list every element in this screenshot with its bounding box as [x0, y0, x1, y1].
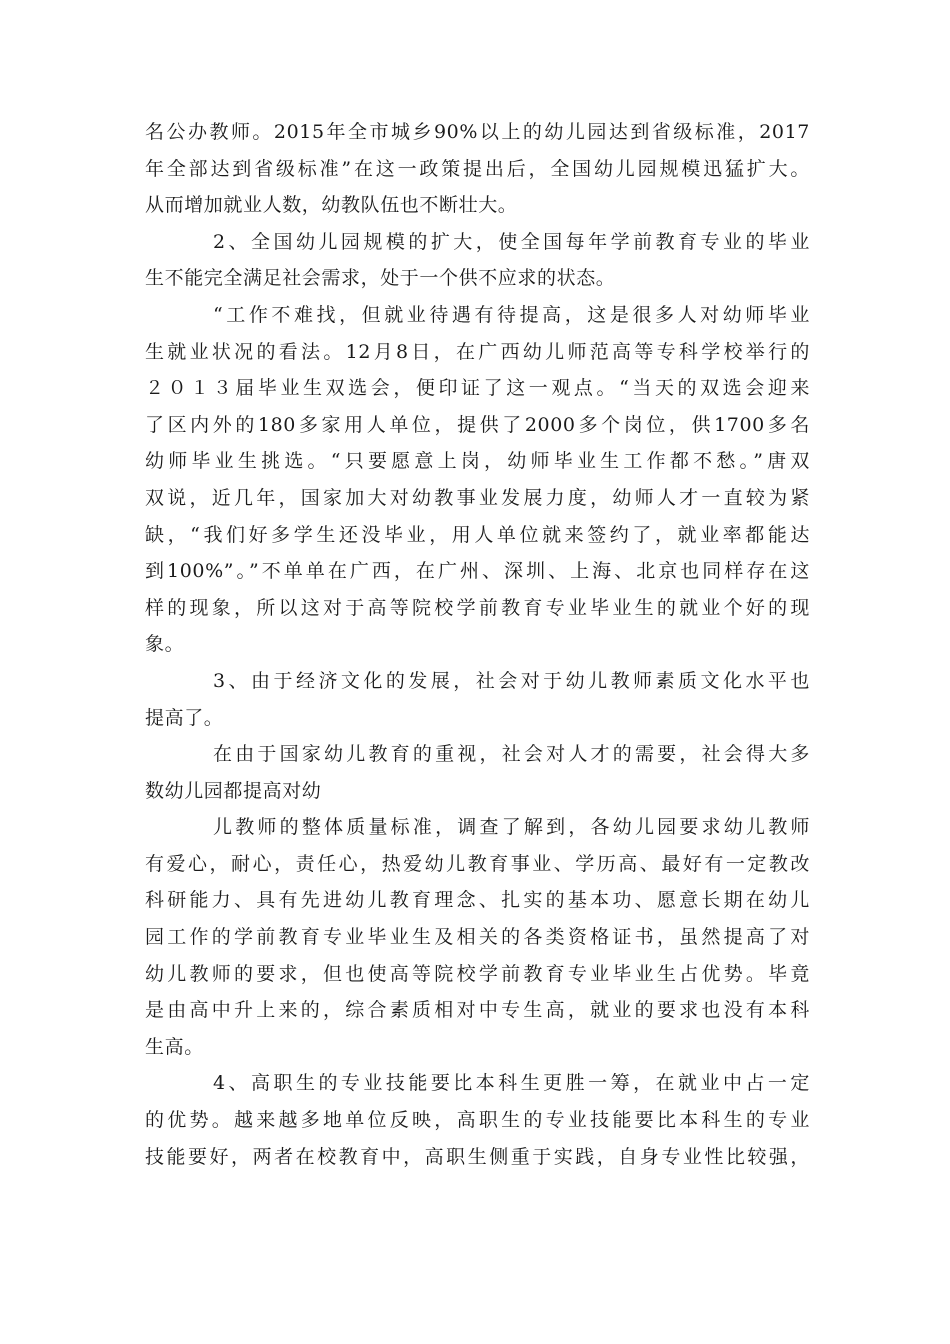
text-line: 年全部达到省级标准”在这一政策提出后，全国幼儿园规模迅猛扩大。 — [145, 157, 810, 180]
text-line: 提高了。 — [145, 706, 224, 729]
body-text — [145, 114, 810, 1175]
text-line: 生高。 — [145, 1035, 204, 1058]
paragraph-first-line: 3、由于经济文化的发展，社会对于幼儿教师素质文化水平也 — [213, 669, 810, 692]
text-line: 园工作的学前教育专业毕业生及相关的各类资格证书，虽然提高了对 — [145, 926, 810, 949]
text-line: ２０１３届毕业生双选会，便印证了这一观点。“当天的双选会迎来 — [145, 377, 810, 400]
text-line: 名公办教师。2015年全市城乡90%以上的幼儿园达到省级标准，2017 — [145, 121, 810, 143]
text-line: 生就业状况的看法。12月8日，在广西幼儿师范高等专科学校举行的 — [145, 340, 810, 363]
text-line: 象。 — [145, 633, 185, 656]
text-line: 是由高中升上来的，综合素质相对中专生高，就业的要求也没有本科 — [145, 999, 810, 1022]
text-line: 科研能力、具有先进幼儿教育理念、扎实的基本功、愿意长期在幼儿 — [145, 889, 810, 912]
text-line: 有爱心，耐心，责任心，热爱幼儿教育事业、学历高、最好有一定教改 — [145, 852, 810, 875]
paragraph-first-line: 在由于国家幼儿教育的重视，社会对人才的需要，社会得大多 — [213, 743, 810, 766]
text-line: 生不能完全满足社会需求，处于一个供不应求的状态。 — [145, 267, 616, 290]
paragraph-first-line: “工作不难找，但就业待遇有待提高，这是很多人对幼师毕业 — [213, 303, 810, 326]
text-line: 了区内外的180多家用人单位，提供了2000多个岗位，供1700多名 — [145, 413, 810, 436]
paragraph-first-line: 儿教师的整体质量标准，调查了解到，各幼儿园要求幼儿教师 — [213, 816, 810, 839]
paragraph-first-line: 4、高职生的专业技能要比本科生更胜一筹，在就业中占一定 — [213, 1072, 810, 1095]
text-line: 样的现象，所以这对于高等院校学前教育专业毕业生的就业个好的现 — [145, 596, 810, 619]
text-line: 技能要好，两者在校教育中，高职生侧重于实践，自身专业性比较强， — [145, 1145, 810, 1168]
text-line: 从而增加就业人数，幼教队伍也不断壮大。 — [145, 194, 518, 217]
text-line: 到100%”。”不单单在广西，在广州、深圳、上海、北京也同样存在这 — [145, 560, 810, 583]
text-line: 的优势。越来越多地单位反映，高职生的专业技能要比本科生的专业 — [145, 1109, 810, 1132]
text-line: 双说，近几年，国家加大对幼教事业发展力度，幼师人才一直较为紧 — [145, 486, 810, 509]
text-line: 幼师毕业生挑选。“只要愿意上岗，幼师毕业生工作都不愁。”唐双 — [145, 450, 810, 473]
text-line: 数幼儿园都提高对幼 — [145, 779, 322, 802]
text-line: 缺，“我们好多学生还没毕业，用人单位就来签约了，就业率都能达 — [145, 523, 810, 546]
text-line: 幼儿教师的要求，但也使高等院校学前教育专业毕业生占优势。毕竟 — [145, 962, 810, 985]
paragraph-first-line: 2、全国幼儿园规模的扩大，使全国每年学前教育专业的毕业 — [213, 230, 810, 253]
